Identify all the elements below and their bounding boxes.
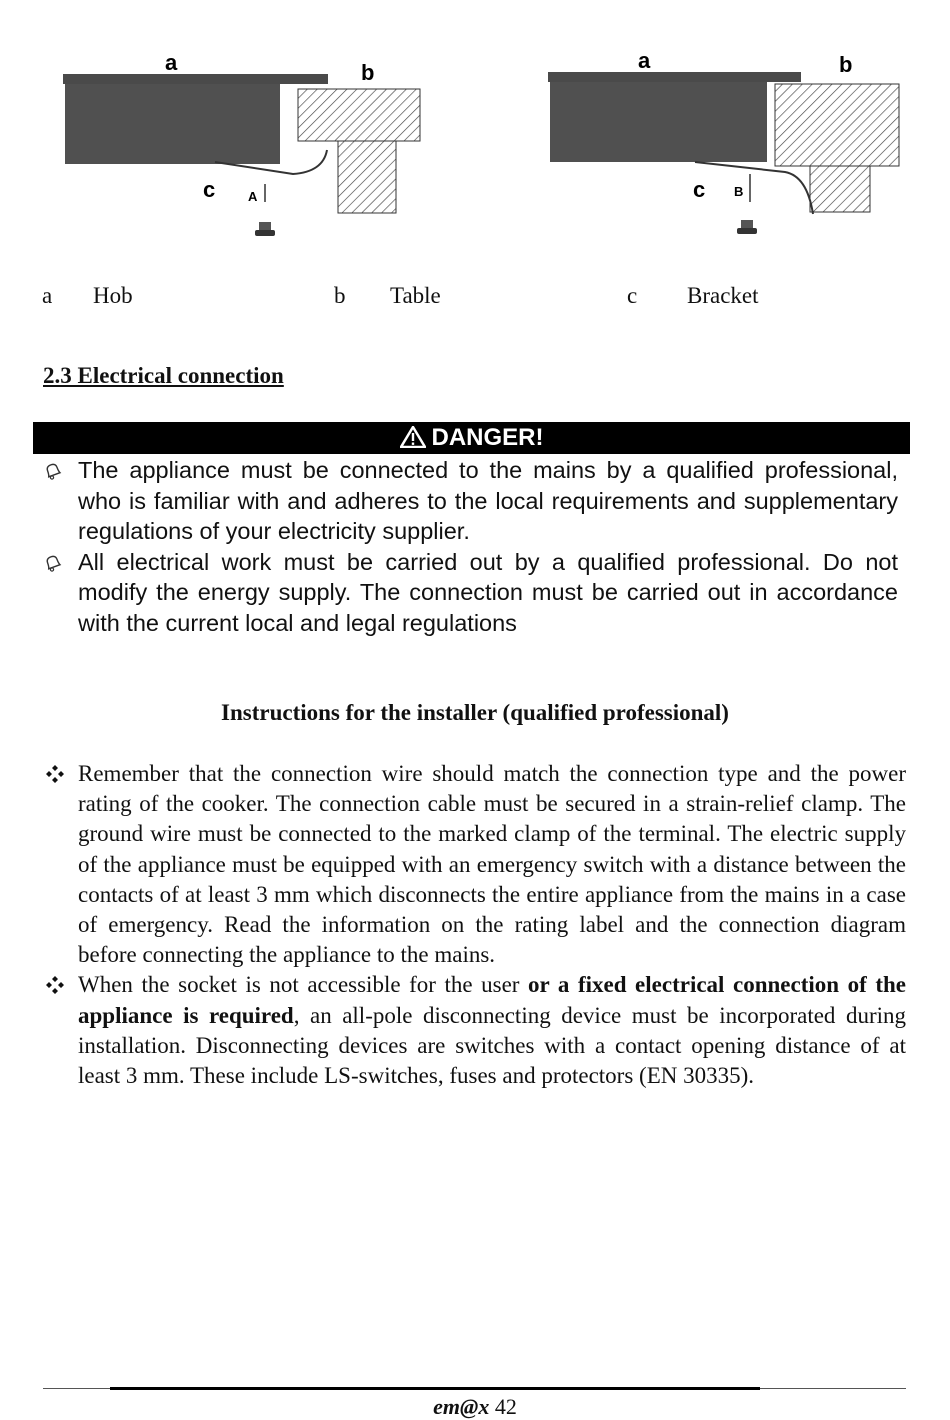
legend-key-a: a — [42, 283, 53, 308]
screw-icon — [255, 222, 275, 236]
label-c: c — [693, 177, 706, 202]
footer-rule-accent — [110, 1387, 760, 1390]
instruction-item — [43, 970, 906, 1091]
table-top — [775, 84, 899, 166]
installation-figure-right — [545, 44, 910, 254]
instruction-item — [43, 759, 906, 970]
page-footer — [0, 1394, 950, 1420]
page-number: 42 — [494, 1394, 517, 1419]
legend-text-table: Table — [390, 283, 441, 308]
diamond-bullet-icon — [45, 764, 65, 784]
table-top — [298, 89, 420, 141]
legend-key-b: b — [334, 283, 346, 308]
danger-item — [43, 455, 898, 547]
hob-body — [65, 84, 280, 164]
installer-heading: Instructions for the installer (qualified professional) — [221, 700, 729, 725]
warning-triangle-icon — [400, 426, 426, 448]
danger-item-text: The appliance must be connected to the mains by a qualified professional, who is familiar with and adheres to the local requirements and supplementary regulations of your electricity supplier. — [78, 457, 898, 544]
bell-icon — [43, 554, 63, 572]
table-leg — [338, 141, 396, 213]
instruction-item-text: When the socket is not accessible for the user — [78, 972, 529, 998]
danger-banner — [33, 422, 910, 454]
legend-text-hob: Hob — [93, 283, 133, 308]
legend-text-bracket: Bracket — [687, 283, 759, 308]
table-leg — [810, 166, 870, 212]
danger-item-text: All electrical work must be carried out by a qualified professional. Do not modify the energy supply. The connection must be carried out in accordance with the current local and legal regulations — [78, 548, 898, 636]
footer-brand: em@x — [433, 1394, 490, 1419]
danger-title: DANGER! — [431, 424, 544, 451]
instruction-item-text: , an all-pole disconnecting device must be incorporated during installation. Disconnecting devices are switches with a contact opening distance of at least 3 mm. These include LS-switches, fuses and protectors (EN 30335). — [78, 1002, 906, 1089]
label-b: b — [839, 52, 853, 77]
bell-icon — [43, 462, 63, 480]
bracket-wire — [695, 162, 813, 214]
label-a: a — [165, 50, 178, 75]
instruction-item-text: Remember that the connection wire should match the connection type and the power rating of the cooker. The connection cable must be secured in a strain-relief clamp. The ground wire must be connected to the marked clamp of the terminal. The electric supply of the appliance must be equipped with an emergency switch with a distance between the contacts of at least 3 mm which disconnects the entire appliance from the mains in a case of emergency. Read the information on the rating label and the connection diagram before connecting the appliance to the mains. — [78, 761, 906, 968]
figure-legend — [0, 283, 950, 313]
label-a: a — [638, 48, 651, 73]
danger-list — [43, 455, 898, 638]
danger-item — [43, 547, 898, 639]
label-c: c — [203, 177, 216, 202]
instruction-list — [43, 759, 906, 1091]
instruction-item-bold-text: or a fixed electrical connection of the appliance is required — [78, 972, 906, 1028]
label-b: b — [361, 60, 375, 85]
hob-body — [550, 82, 767, 162]
diamond-bullet-icon — [45, 975, 65, 995]
legend-key-c: c — [627, 283, 638, 308]
hob-top-plate — [63, 74, 328, 84]
installation-figure-left — [55, 44, 435, 254]
screw-icon — [737, 220, 757, 234]
label-detail: B — [734, 184, 744, 199]
hob-top-plate — [548, 72, 801, 82]
label-detail: A — [248, 189, 258, 204]
section-heading: 2.3 Electrical connection — [43, 363, 284, 388]
